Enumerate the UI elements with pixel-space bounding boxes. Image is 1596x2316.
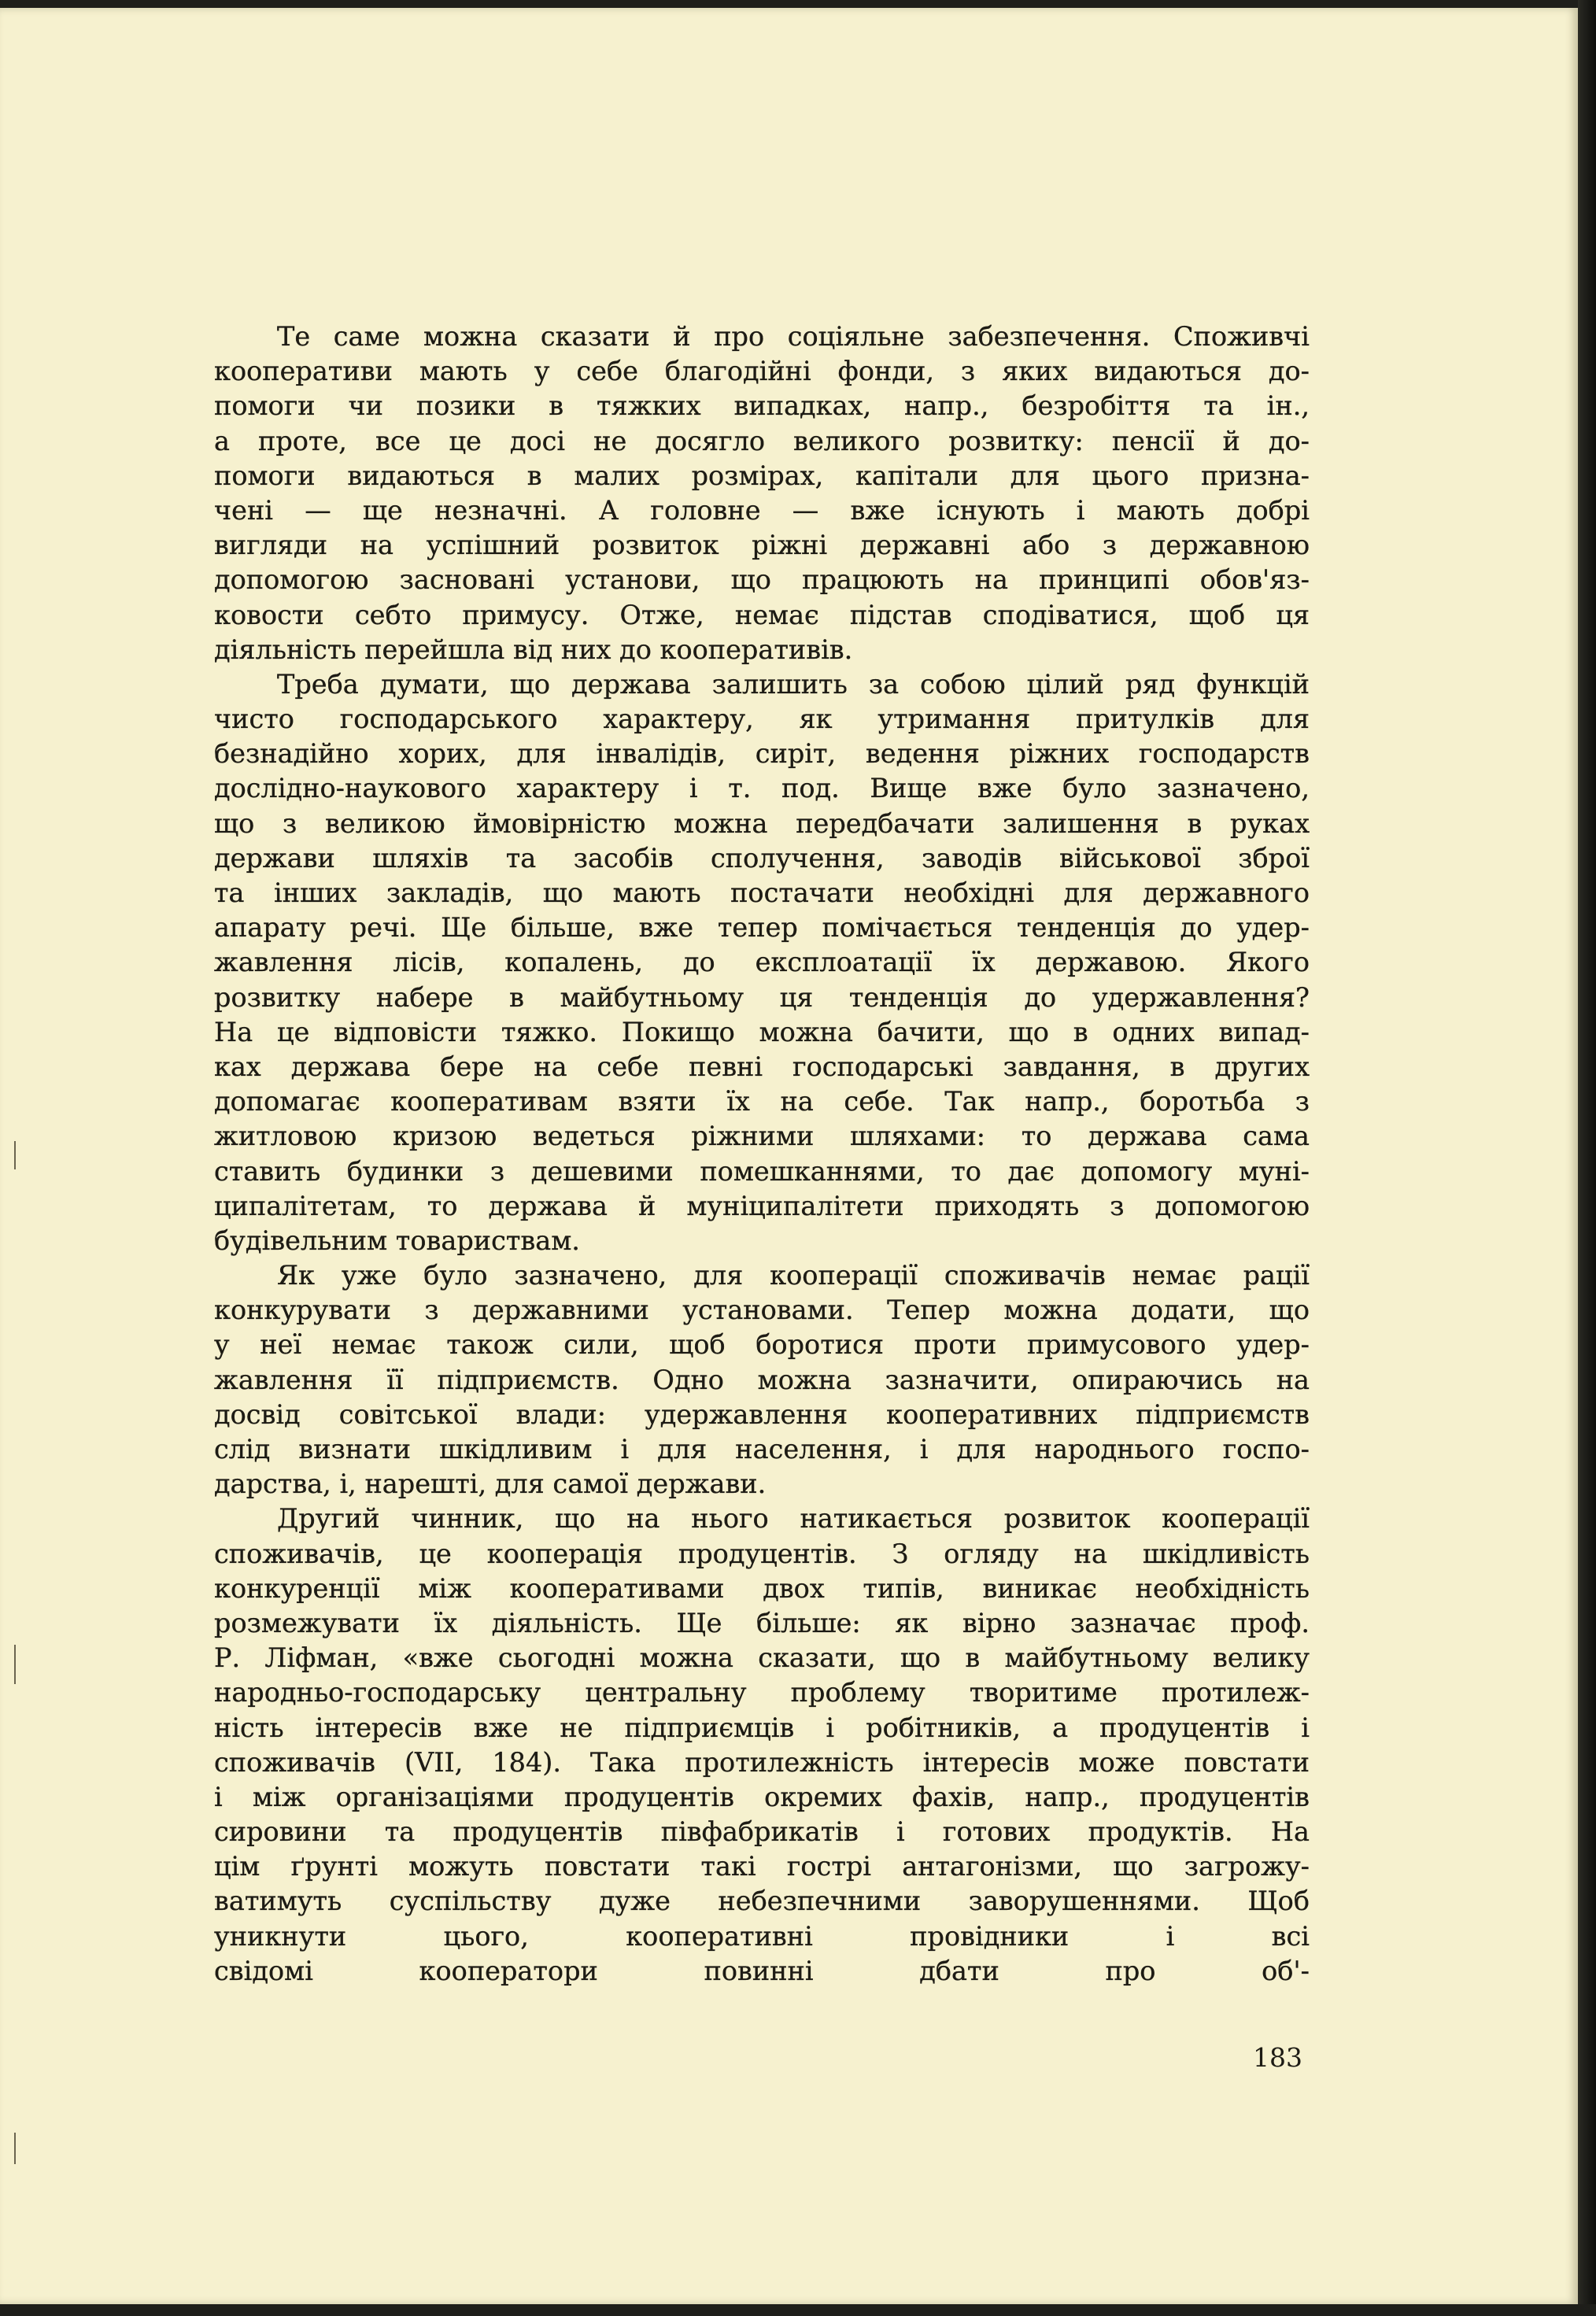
text-line: ватимуть суспільству дуже небезпечними заворушеннями. Щоб <box>214 1886 1310 1917</box>
text-line: і між організаціями продуцентів окремих фахів, напр., продуцентів <box>214 1781 1310 1812</box>
text-line: конкуренції між кооперативами двох типів, виникає необхідність <box>214 1572 1310 1604</box>
scan-right-edge <box>1578 0 1596 2316</box>
text-line: безнадійно хорих, для інвалідів, сиріт, ведення ріжних господарств <box>214 738 1310 770</box>
text-line: вигляди на успішний розвиток ріжні державні або з державною <box>214 530 1310 561</box>
paragraph-3 <box>214 1258 1310 1502</box>
text-line: розмежувати їх діяльність. Ще більше: як вірно зазначає проф. <box>214 1607 1310 1638</box>
body-text <box>214 320 1310 1989</box>
text-line: Як уже було зазначено, для кооперації споживачів немає рації <box>277 1260 1310 1291</box>
paragraph-2 <box>214 667 1310 1258</box>
text-line: Треба думати, що держава залишить за собою цілий ряд функцій <box>277 668 1310 700</box>
scan-mark <box>14 1645 16 1684</box>
paragraph-1 <box>214 320 1310 667</box>
text-line: а проте, все це досі не досягло великого розвитку: пенсії й до- <box>214 425 1310 456</box>
text-line: допомагає кооперативам взяти їх на себе. Так напр., боротьба з <box>214 1086 1310 1117</box>
text-line: чені — ще незначні. А головне — вже існують і мають добрі <box>214 494 1310 526</box>
scan-mark <box>14 1141 16 1169</box>
text-line: розвитку набере в майбутньому ця тенденція до удержавлення? <box>214 981 1310 1013</box>
text-line: конкурувати з державними установами. Тепер можна додати, що <box>214 1295 1310 1326</box>
text-line: що з великою ймовірністю можна передбачати залишення в руках <box>214 807 1310 839</box>
text-line: будівельним товариствам. <box>214 1224 580 1256</box>
text-line: ковости себто примусу. Отже, немає підстав сподіватися, щоб ця <box>214 599 1310 630</box>
text-line: жавлення лісів, копалень, до експлоатації їх державою. Якого <box>214 947 1310 978</box>
scan-mark <box>14 2133 16 2164</box>
text-line: споживачів (VII, 184). Така протилежність інтересів може повстати <box>214 1746 1310 1778</box>
text-line: чисто господарського характеру, як утримання притулків для <box>214 704 1310 735</box>
text-line: сировини та продуцентів півфабрикатів і готових продуктів. На <box>214 1816 1310 1848</box>
text-line: житловою кризою ведеться ріжними шляхами: то держава сама <box>214 1121 1310 1152</box>
text-line: дарства, і, нарешті, для самої держави. <box>214 1468 767 1500</box>
text-line: Те саме можна сказати й про соціяльне забезпечення. Споживчі <box>277 321 1310 352</box>
text-line: ках держава бере на себе певні господарські завдання, в других <box>214 1051 1310 1082</box>
text-line: досвід совітської влади: удержавлення кооперативних підприємств <box>214 1398 1310 1430</box>
text-line: слід визнати шкідливим і для населення, і для народнього госпо- <box>214 1434 1310 1465</box>
text-line: помоги видаються в малих розмірах, капітали для цього призна- <box>214 460 1310 491</box>
text-line: Другий чинник, що на нього натикається розвиток кооперації <box>277 1503 1310 1535</box>
text-line: апарату речі. Ще більше, вже тепер помічається тенденція до удер- <box>214 912 1310 944</box>
scan-bottom-border <box>0 2304 1596 2316</box>
text-line: ність інтересів вже не підприємців і робітників, а продуцентів і <box>214 1712 1310 1743</box>
text-line: у неї немає також сили, щоб боротися проти примусового удер- <box>214 1329 1310 1361</box>
text-line: цім ґрунті можуть повстати такі гострі антагонізми, що загрожу- <box>214 1851 1310 1882</box>
text-line: допомогою засновані установи, що працюють на принципі обов'яз- <box>214 564 1310 596</box>
text-line: помоги чи позики в тяжких випадках, напр., безробіття та ін., <box>214 390 1310 422</box>
text-line: жавлення її підприємств. Одно можна зазначити, опираючись на <box>214 1364 1310 1395</box>
book-page <box>0 8 1578 2304</box>
text-line: та інших закладів, що мають постачати необхідні для державного <box>214 877 1310 908</box>
text-line-spaced: уникнути цього, кооперативні провідники і всі <box>214 1920 1310 1952</box>
text-line: На це відповісти тяжко. Покищо можна бачити, що в одних випад- <box>214 1016 1310 1047</box>
text-line: ставить будинки з дешевими помешканнями, то дає допомогу муні- <box>214 1155 1310 1187</box>
text-line: кооперативи мають у себе благодійні фонди, з яких видаються до- <box>214 356 1310 387</box>
scan-top-border <box>0 0 1596 8</box>
page-number: 183 <box>1253 2042 1302 2073</box>
text-line: народньо-господарську центральну проблему творитиме протилеж- <box>214 1677 1310 1708</box>
text-line: держави шляхів та засобів сполучення, заводів військової зброї <box>214 842 1310 874</box>
text-line: споживачів, це кооперація продуцентів. З огляду на шкідливість <box>214 1538 1310 1569</box>
text-line: діяльність перейшла від них до кооперативів. <box>214 633 853 665</box>
text-line: ципалітетам, то держава й муніципалітети приходять з допомогою <box>214 1190 1310 1221</box>
text-line: дослідно-наукового характеру і т. под. Вище вже було зазначено, <box>214 773 1310 804</box>
text-line-spaced: свідомі кооператори повинні дбати про об'- <box>214 1955 1310 1986</box>
text-line: Р. Ліфман, «вже сьогодні можна сказати, що в майбутньому велику <box>214 1642 1310 1674</box>
paragraph-4 <box>214 1502 1310 1989</box>
